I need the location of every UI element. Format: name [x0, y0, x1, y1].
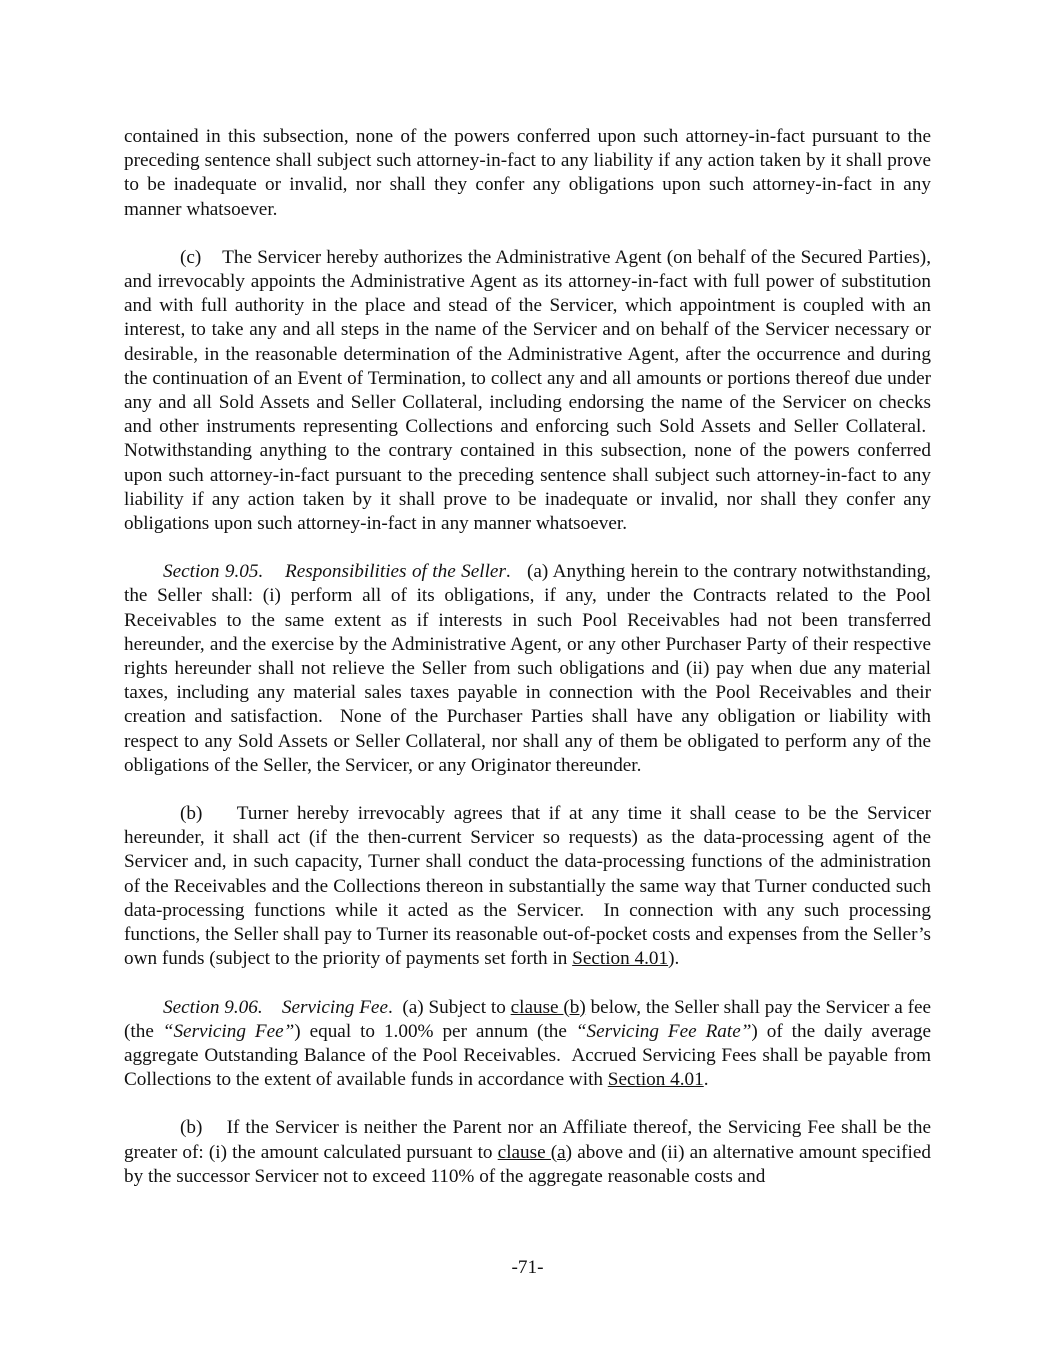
paragraph-body: . (a) Anything herein to the contrary notwithstanding, the Seller shall: (i) perform all of its obligations, if any, under the Contracts related to the Pool Receivables to the same extent as if interests in such Pool Receivables had not been transferred hereunder, and the exercise by the Administrative Agent, or any other Purchaser Party of their respective rights hereunder shall not relieve the Seller from such obligations and (ii) pay when due any material taxes, including any material sales taxes payable in connection with the Pool Receivables and their creation and satisfaction. None of the Purchaser Parties shall have any obligation or liability with respect to any Sold Assets or Seller Collateral, nor shall any of them be obligated to perform any of the obligations of the Seller, the Servicer, or any Originator thereunder.	[124, 561, 931, 776]
paragraph-body-end: .	[703, 1069, 709, 1091]
paragraph-body: below, the Seller shall pay the Servicer a fee (the	[124, 996, 931, 1042]
clause-reference: clause (a)	[497, 1141, 573, 1163]
defined-term: “Servicing Fee”	[162, 1020, 295, 1042]
paragraph-body: (b) If the Servicer is neither the Parent nor an Affiliate thereof, the Servicing Fee shall be the greater of: (i) the amount calculated pursuant to	[124, 1117, 931, 1163]
paragraph-9-06-a	[124, 996, 931, 1093]
paragraph-9-06-b	[124, 1116, 931, 1189]
clause-reference: clause (b)	[510, 996, 586, 1018]
section-heading-9-06: Section 9.06. Servicing Fee	[163, 996, 388, 1018]
paragraph-body: above and (ii) an alternative amount specified by the successor Servicer not to exceed 110% of the aggregate reasonable costs and	[124, 1141, 931, 1187]
paragraph-body-end: ).	[668, 948, 680, 970]
document-page	[124, 125, 931, 1213]
paragraph-body: ) equal to 1.00% per annum (the	[294, 1020, 576, 1042]
page-number: -71-	[511, 1257, 544, 1278]
paragraph-body: . (a) Subject to	[387, 996, 511, 1018]
paragraph-body: (b) Turner hereby irrevocably agrees that if at any time it shall cease to be the Servicer hereunder, it shall act (if the then-current Servicer so requests) as the data-processing agent of the Servicer and, in such capacity, Turner shall conduct the data-processing functions of the administration of the Receivables and the Collections thereon in substantially the same way that Turner conducted such data-processing functions while it acted as the Servicer. In connection with any such processing functions, the Seller shall pay to Turner its reasonable out-of-pocket costs and expenses from the Seller’s own funds (subject to the priority of payments set forth in	[124, 803, 931, 970]
paragraph-9-05-b	[124, 802, 931, 971]
paragraph-9-05-a	[124, 560, 931, 778]
section-reference-link: Section 4.01	[572, 948, 669, 970]
paragraph-continuation: contained in this subsection, none of the powers conferred upon such attorney-in-fact pursuant to the preceding sentence shall subject such attorney-in-fact to any liability if any action taken by it shall prove to be inadequate or invalid, nor shall they confer any obligations upon such attorney-in-fact in any manner whatsoever.	[124, 126, 931, 220]
section-heading-9-05: Section 9.05. Responsibilities of the Seller	[163, 561, 506, 583]
paragraph-9-04-c: (c) The Servicer hereby authorizes the Administrative Agent (on behalf of the Secured Parties), and irrevocably appoints the Administrative Agent as its attorney-in-fact with full power of substitution and with full authority in the place and stead of the Servicer, which appointment is coupled with an interest, to take any and all steps in the name of the Servicer and on behalf of the Servicer necessary or desirable, in the reasonable determination of the Administrative Agent, after the occurrence and during the continuation of an Event of Termination, to collect any and all amounts or portions thereof due under any and all Sold Assets and Seller Collateral, including endorsing the name of the Servicer on checks and other instruments representing Collections and enforcing such Sold Assets and Seller Collateral. Notwithstanding anything to the contrary contained in this subsection, none of the powers conferred upon such attorney-in-fact pursuant to the preceding sentence shall subject such attorney-in-fact to any liability if any action taken by it shall prove to be inadequate or invalid, nor shall they confer any obligations upon such attorney-in-fact in any manner whatsoever.	[124, 246, 931, 535]
defined-term: “Servicing Fee Rate”	[575, 1020, 752, 1042]
paragraph-body: ) of the daily average aggregate Outstanding Balance of the Pool Receivables. Accrued Servicing Fees shall be payable from Collections to the extent of available funds in accordance with	[124, 1020, 931, 1091]
section-reference-link: Section 4.01	[607, 1069, 704, 1091]
